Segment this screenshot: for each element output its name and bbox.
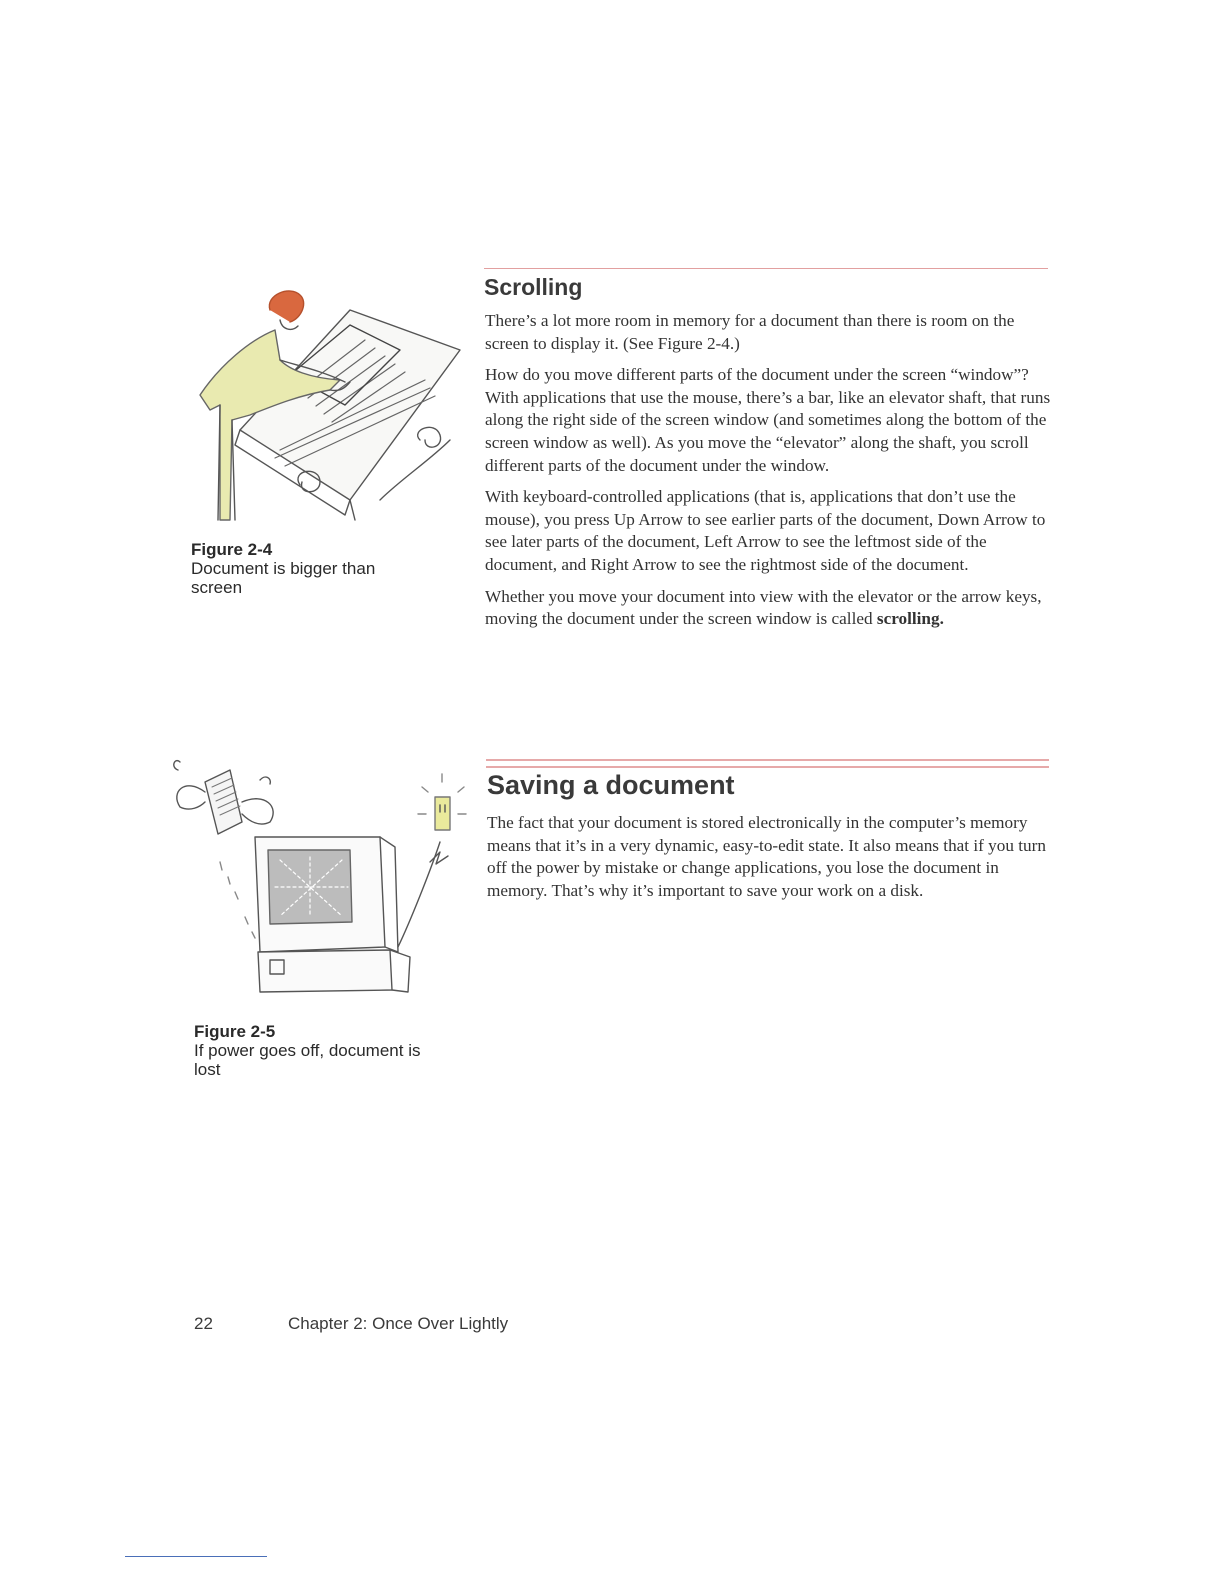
section-heading-saving: Saving a document bbox=[487, 770, 735, 800]
paragraph: There’s a lot more room in memory for a document than there is room on the screen to display it. (See Figure 2-4.) bbox=[485, 311, 1015, 353]
paragraph-text: Whether you move your document into view with the elevator or the arrow keys, moving the document under the screen window is called bbox=[485, 586, 1042, 629]
running-footer: Chapter 2: Once Over Lightly bbox=[288, 1314, 509, 1333]
figure-2-4-illustration bbox=[180, 270, 470, 530]
figure-2-5-caption bbox=[194, 1022, 444, 1079]
figure-2-5-label: Figure 2-5 bbox=[194, 1022, 276, 1041]
paragraph bbox=[485, 586, 1055, 631]
figure-2-4-label: Figure 2-4 bbox=[191, 540, 273, 559]
page-number: 22 bbox=[194, 1314, 213, 1333]
figure-2-4-caption bbox=[191, 540, 411, 597]
section-rule-scrolling bbox=[484, 268, 1048, 269]
paragraph: The fact that your document is stored electronically in the computer’s memory means that it’s in a very dynamic, easy-to-edit state. It also means that if you turn off the power by mistake or change applications, you lose the document in memory. That’s why it’s important to save your work on a disk. bbox=[487, 813, 1046, 900]
paragraph: With keyboard-controlled applications (that is, applications that don’t use the mouse), you press Up Arrow to see earlier parts of the document, Down Arrow to see later parts of the document, Left Arrow to see the leftmost side of the document, and Right Arrow to see the rightmost side of the document. bbox=[485, 487, 1046, 574]
figure-2-5-text: If power goes off, document is lost bbox=[194, 1041, 421, 1079]
section-body-scrolling bbox=[485, 310, 1055, 640]
section-body-saving bbox=[487, 812, 1047, 911]
figure-2-5-illustration bbox=[160, 752, 470, 1002]
section-heading-scrolling: Scrolling bbox=[484, 274, 583, 300]
figure-2-4-text: Document is bigger than screen bbox=[191, 559, 376, 597]
section-rule-saving bbox=[486, 759, 1049, 768]
bottom-link-underline bbox=[125, 1556, 267, 1557]
paragraph: How do you move different parts of the document under the screen “window”? With applications that use the mouse, there’s a bar, like an elevator shaft, that runs along the right side of the screen window (and sometimes along the bottom of the screen window as well). As you move the “elevator” along the shaft, you scroll different parts of the document under the window. bbox=[485, 365, 1051, 475]
term-scrolling: scrolling. bbox=[876, 609, 944, 629]
